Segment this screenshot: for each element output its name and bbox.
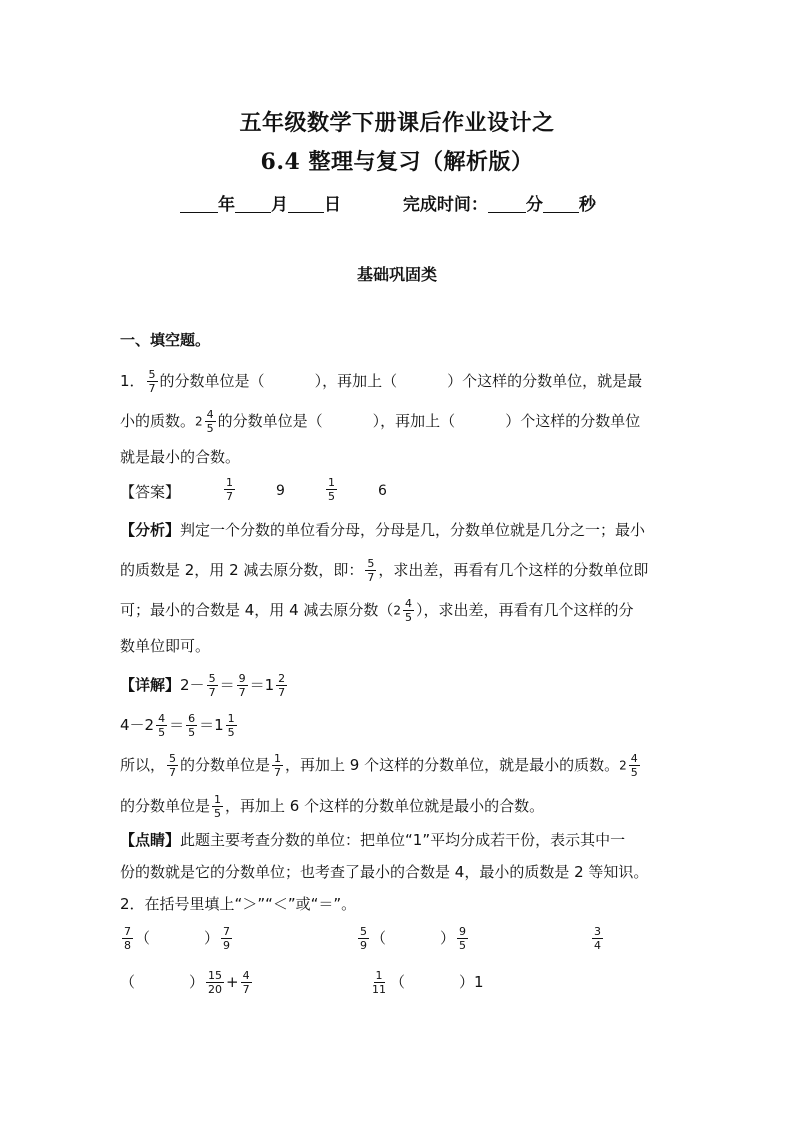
fraction: $\frac{4}{5}$ (206, 408, 214, 435)
q1-line3: 就是最小的合数。 (120, 448, 241, 466)
minute-blank[interactable] (488, 198, 526, 213)
year-blank[interactable] (180, 198, 218, 213)
analysis-line4: 数单位即可。 (120, 637, 211, 655)
day-label: 日 (324, 195, 341, 215)
detail-sentence2: 的分数单位是 $\frac{1}{5}$ ，再加上 6 个这样的分数单位就是最小的合数。 (120, 793, 545, 820)
q2-prompt: 2．在括号里填上“＞”“＜”或“＝”。 (120, 895, 357, 913)
year-label: 年 (218, 195, 235, 215)
section-title: 基础巩固类 (356, 265, 437, 284)
comment-line2: 份的数就是它的分数单位；也考查了最小的合数是 4，最小的质数是 2 等知识。 (120, 863, 649, 881)
part-title: 一、填空题。 (120, 331, 211, 349)
detail-eq1: 【详解】2－ $\frac{5}{7}$ ＝ $\frac{9}{7}$ ＝1 $\frac{2}{7}$ (120, 672, 286, 699)
month-label: 月 (271, 195, 288, 215)
fraction: $\frac{5}{7}$ (148, 368, 156, 395)
time-label: 完成时间： (402, 195, 488, 215)
answer-3: $\frac{1}{5}$ (328, 476, 335, 503)
second-label: 秒 (578, 195, 596, 215)
q1-line1: 1． $\frac{5}{7}$ 的分数单位是（ ），再加上（ ）个这样的分数单位，就是最 (120, 368, 643, 395)
analysis-line2: 的质数是 2，用 2 减去原分数，即： $\frac{5}{7}$ ，求出差，再看有几个这样的分数单位即 (120, 557, 649, 584)
document-subtitle: 6.4 整理与复习（解析版） (260, 149, 534, 175)
second-blank[interactable] (543, 198, 579, 213)
analysis-line1: 【分析】判定一个分数的单位看分母，分母是几，分数单位就是几分之一；最小 (120, 521, 646, 539)
analysis-line3: 可；最小的合数是 4，用 4 减去原分数（2 $\frac{4}{5}$ ），求出差，再看有几个这样的分 (120, 597, 634, 624)
detail-sentence1: 所以， $\frac{5}{7}$ 的分数单位是 $\frac{1}{7}$ ，再加上 9 个这样的分数单位，就是最小的质数。2 $\frac{4}{5}$ (120, 752, 638, 779)
comment-line1: 【点睛】此题主要考查分数的单位：把单位“1”平均分成若干份，表示其中一 (120, 831, 626, 849)
month-blank[interactable] (235, 198, 271, 213)
q2-item-2: $\frac{5}{9}$ （ ） $\frac{9}{5}$ (360, 925, 467, 952)
q2-item-1: $\frac{7}{8}$ （ ） $\frac{7}{9}$ (124, 925, 231, 952)
answer-label: 【答案】 (120, 483, 181, 501)
date-line (180, 190, 596, 215)
q2-item-4: $\frac{1}{11}$ （ ）1 (372, 969, 484, 996)
document-title: 五年级数学下册课后作业设计之 (239, 110, 555, 136)
q2-item-3-left: $\frac{3}{4}$ (594, 925, 601, 952)
detail-eq2: 4－2 $\frac{4}{5}$ ＝ $\frac{6}{5}$ ＝1 $\frac{1}{5}$ (120, 712, 235, 739)
q1-line2: 小的质数。2 $\frac{4}{5}$ 的分数单位是（ ），再加上（ ）个这样的分数单位 (120, 408, 641, 435)
answer-2: 9 (276, 483, 285, 499)
minute-label: 分 (525, 195, 543, 215)
day-blank[interactable] (288, 198, 324, 213)
answer-4: 6 (378, 483, 387, 499)
q2-item-3-right: （ ） $\frac{15}{20}$ + $\frac{4}{7}$ (120, 969, 250, 996)
answer-1: $\frac{1}{7}$ (226, 476, 233, 503)
